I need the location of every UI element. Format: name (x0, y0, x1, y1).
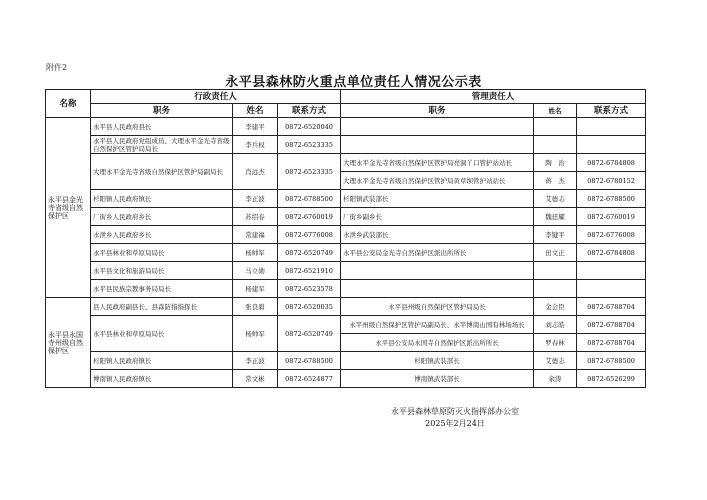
mgmt-phone: 0872-6776008 (577, 226, 646, 244)
admin-person: 李正波 (233, 190, 278, 208)
table-row (46, 298, 646, 316)
admin-phone: 0872-6520749 (278, 244, 341, 262)
mgmt-phone: 0872-6788500 (577, 352, 646, 370)
unit-name: 永平县永国寺州级自然保护区 (46, 298, 91, 388)
admin-person: 李建平 (233, 118, 278, 136)
mgmt-phone: 0872-6788704 (577, 334, 646, 352)
mgmt-phone: 0872-6760019 (577, 208, 646, 226)
mgmt-duty: 博南镇武装部长 (341, 370, 534, 388)
admin-person: 杨建军 (233, 280, 278, 298)
admin-phone: 0872-6524877 (278, 370, 341, 388)
admin-person: 李兵权 (233, 136, 278, 154)
header-admin: 行政责任人 (91, 90, 341, 104)
header-mgmt-duty: 职务 (341, 104, 534, 118)
table-row (46, 280, 646, 298)
admin-person: 马立勋 (233, 262, 278, 280)
mgmt-person: 刘志皓 (534, 316, 577, 334)
footer-org: 永平县森林草原防灭火指挥部办公室 (391, 407, 519, 416)
table-row (46, 262, 646, 280)
mgmt-phone: 0872-6784808 (577, 244, 646, 262)
admin-phone: 0872-6788500 (278, 352, 341, 370)
mgmt-phone: 0872-6784808 (577, 154, 646, 172)
admin-phone: 0872-6521910 (278, 262, 341, 280)
admin-duty: 永平县文化和旅游局局长 (91, 262, 233, 280)
table-row (46, 370, 646, 388)
admin-duty: 大理永平金光寺省级自然保护区管护局副局长 (91, 154, 233, 190)
mgmt-duty: 大理永平金光寺省级自然保护区管护局亮洞丫口管护站站长 (341, 154, 534, 172)
mgmt-phone (577, 280, 646, 298)
admin-duty: 水泄乡人民政府乡长 (91, 226, 233, 244)
admin-phone: 0872-6523335 (278, 154, 341, 190)
header-mgmt: 管理责任人 (341, 90, 646, 104)
mgmt-person (534, 118, 577, 136)
admin-person: 李正波 (233, 352, 278, 370)
admin-duty: 永平县人民政府党组成员、大理永平金光寺省级自然保护区管护局局长 (91, 136, 233, 154)
admin-duty: 永平县人民政府县长 (91, 118, 233, 136)
admin-duty: 永平县林业和草原局局长 (91, 316, 233, 352)
mgmt-duty: 永平州级自然保护区管护局副局长、永平博南山国有林场场长 (341, 316, 534, 334)
mgmt-phone: 0872-6526299 (577, 370, 646, 388)
table-row (46, 190, 646, 208)
admin-phone: 0872-6788500 (278, 190, 341, 208)
header-name: 名称 (46, 90, 91, 118)
mgmt-person (534, 262, 577, 280)
admin-duty: 永平县林业和草原局局长 (91, 244, 233, 262)
admin-duty: 杉阳镇人民政府镇长 (91, 190, 233, 208)
header-mgmt-person: 姓名 (534, 104, 577, 118)
header-admin-contact: 联系方式 (278, 104, 341, 118)
attachment-label: 附件2 (46, 63, 68, 72)
table-row (46, 208, 646, 226)
admin-person: 苏绍春 (233, 208, 278, 226)
mgmt-duty (341, 262, 534, 280)
table-row (46, 118, 646, 136)
mgmt-duty: 水泄乡武装部长 (341, 226, 534, 244)
mgmt-person (534, 280, 577, 298)
admin-phone: 0872-6523335 (278, 136, 341, 154)
admin-phone: 0872-6520040 (278, 118, 341, 136)
admin-duty: 县人民政府副县长、县森防指指挥长 (91, 298, 233, 316)
admin-duty: 厂街乡人民政府乡长 (91, 208, 233, 226)
admin-person: 常文彬 (233, 370, 278, 388)
mgmt-duty (341, 118, 534, 136)
admin-phone: 0872-6520035 (278, 298, 341, 316)
mgmt-duty: 杉阳镇武装部长 (341, 190, 534, 208)
admin-person: 杨帅军 (233, 244, 278, 262)
mgmt-person: 艾德志 (534, 352, 577, 370)
mgmt-duty: 永平县公安局金光寺自然保护区派出所所长 (341, 244, 534, 262)
admin-phone: 0872-6776008 (278, 226, 341, 244)
mgmt-person: 艾德志 (534, 190, 577, 208)
mgmt-person: 蒋 杰 (534, 172, 577, 190)
mgmt-duty: 永平县公安局永国寺自然保护区派出所所长 (341, 334, 534, 352)
header-admin-person: 姓名 (233, 104, 278, 118)
admin-duty: 永平县民族宗教事务局局长 (91, 280, 233, 298)
mgmt-person: 罗春林 (534, 334, 577, 352)
mgmt-phone: 0872-6788704 (577, 298, 646, 316)
header-mgmt-contact: 联系方式 (577, 104, 646, 118)
mgmt-duty (341, 136, 534, 154)
mgmt-phone (577, 136, 646, 154)
mgmt-phone: 0872-6788704 (577, 316, 646, 334)
mgmt-person: 李键平 (534, 226, 577, 244)
mgmt-person (534, 136, 577, 154)
mgmt-duty: 杉阳镇武装部长 (341, 352, 534, 370)
table-row (46, 226, 646, 244)
table-row (46, 316, 646, 334)
footer (355, 406, 555, 430)
admin-phone: 0872-6523578 (278, 280, 341, 298)
footer-date: 2025年2月24日 (425, 419, 485, 428)
mgmt-person: 陶 治 (534, 154, 577, 172)
mgmt-person: 田文正 (534, 244, 577, 262)
mgmt-phone (577, 118, 646, 136)
mgmt-phone: 0872-6788500 (577, 190, 646, 208)
admin-person: 张良碧 (233, 298, 278, 316)
header-admin-duty: 职务 (91, 104, 233, 118)
page-title: 永平县森林防火重点单位责任人情况公示表 (225, 75, 482, 90)
mgmt-duty (341, 280, 534, 298)
admin-person: 肖远杰 (233, 154, 278, 190)
table-row (46, 154, 646, 172)
mgmt-person: 魏廷耀 (534, 208, 577, 226)
table-row (46, 352, 646, 370)
mgmt-duty: 永平县州级自然保护区管护局局长 (341, 298, 534, 316)
unit-name: 永平县金光寺省级自然保护区 (46, 118, 91, 298)
admin-person: 常建福 (233, 226, 278, 244)
admin-phone: 0872-6760019 (278, 208, 341, 226)
table-row (46, 136, 646, 154)
responsibility-table (45, 89, 646, 388)
mgmt-person: 余涛 (534, 370, 577, 388)
admin-person: 杨帅军 (233, 316, 278, 352)
mgmt-duty: 厂街乡副乡长 (341, 208, 534, 226)
admin-duty: 杉阳镇人民政府镇长 (91, 352, 233, 370)
mgmt-duty: 大理永平金光寺省级自然保护区管护局黄草坝管护站站长 (341, 172, 534, 190)
mgmt-person: 金会臣 (534, 298, 577, 316)
mgmt-phone: 0872-6780152 (577, 172, 646, 190)
table-row (46, 244, 646, 262)
admin-duty: 博南镇人民政府镇长 (91, 370, 233, 388)
admin-phone: 0872-6520749 (278, 316, 341, 352)
mgmt-phone (577, 262, 646, 280)
